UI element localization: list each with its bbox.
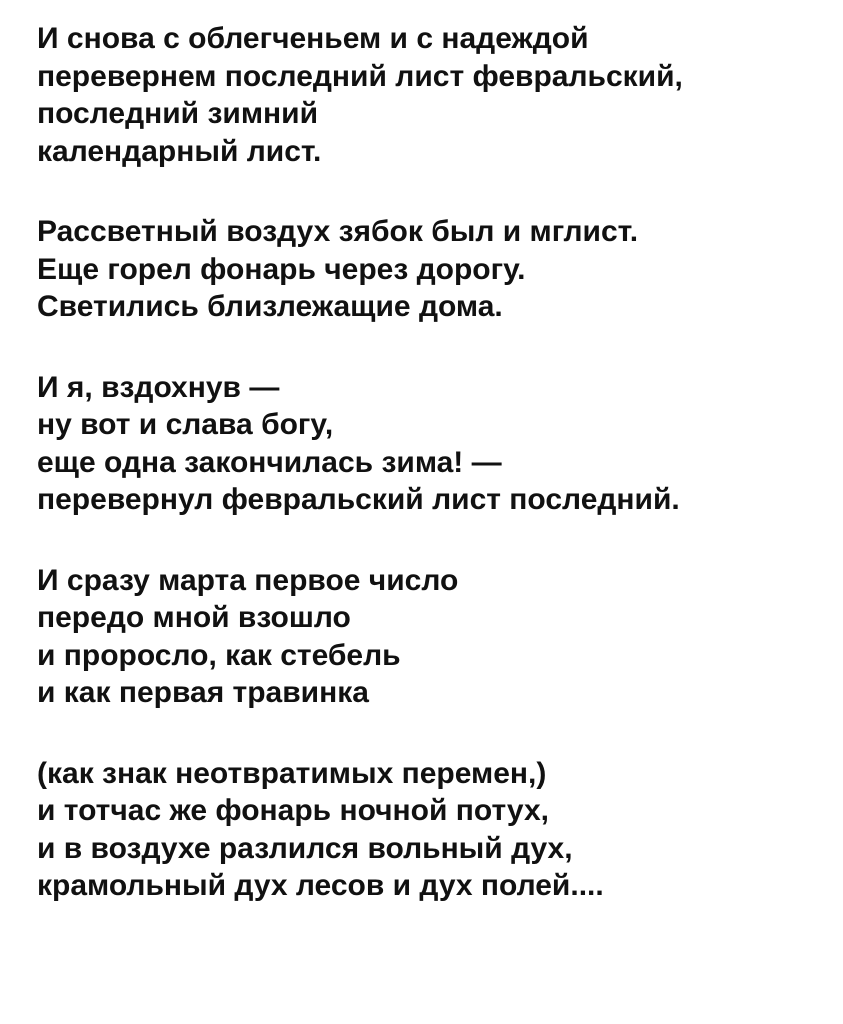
- poem-line: передо мной взошло: [37, 601, 351, 634]
- poem-line: перевернул февральский лист последний.: [37, 483, 680, 516]
- poem-line: Светились близлежащие дома.: [37, 290, 503, 323]
- poem-line: И я, вздохнув —: [37, 370, 280, 404]
- stanza-5: [37, 755, 837, 905]
- poem-text: [37, 20, 837, 905]
- poem-line: последний зимний: [37, 97, 319, 130]
- poem-line: крамольный дух лесов и дух полей....: [37, 869, 604, 902]
- poem-line: Еще горел фонарь через дорогу.: [37, 252, 526, 286]
- poem-line: И сразу марта первое число: [37, 563, 459, 597]
- poem-line: ну вот и слава богу,: [37, 408, 334, 441]
- stanza-3: [37, 369, 837, 519]
- stanza-1: [37, 20, 837, 170]
- poem-line: еще одна закончилась зима! —: [37, 445, 502, 479]
- poem-line: И снова с облегченьем и с надеждой: [37, 22, 589, 55]
- poem-line: и тотчас же фонарь ночной потух,: [37, 794, 549, 827]
- poem-line: перевернем последний лист февральский,: [37, 59, 683, 93]
- poem-line: Рассветный воздух зябок был и мглист.: [37, 215, 639, 248]
- poem-line: и проросло, как стебель: [37, 638, 401, 672]
- stanza-2: [37, 213, 837, 326]
- poem-line: и как первая травинка: [37, 676, 369, 709]
- poem-line: календарный лист.: [37, 134, 322, 168]
- poem-line: и в воздухе разлился вольный дух,: [37, 831, 573, 865]
- poem-line: (как знак неотвратимых перемен,): [37, 756, 547, 790]
- stanza-4: [37, 562, 837, 712]
